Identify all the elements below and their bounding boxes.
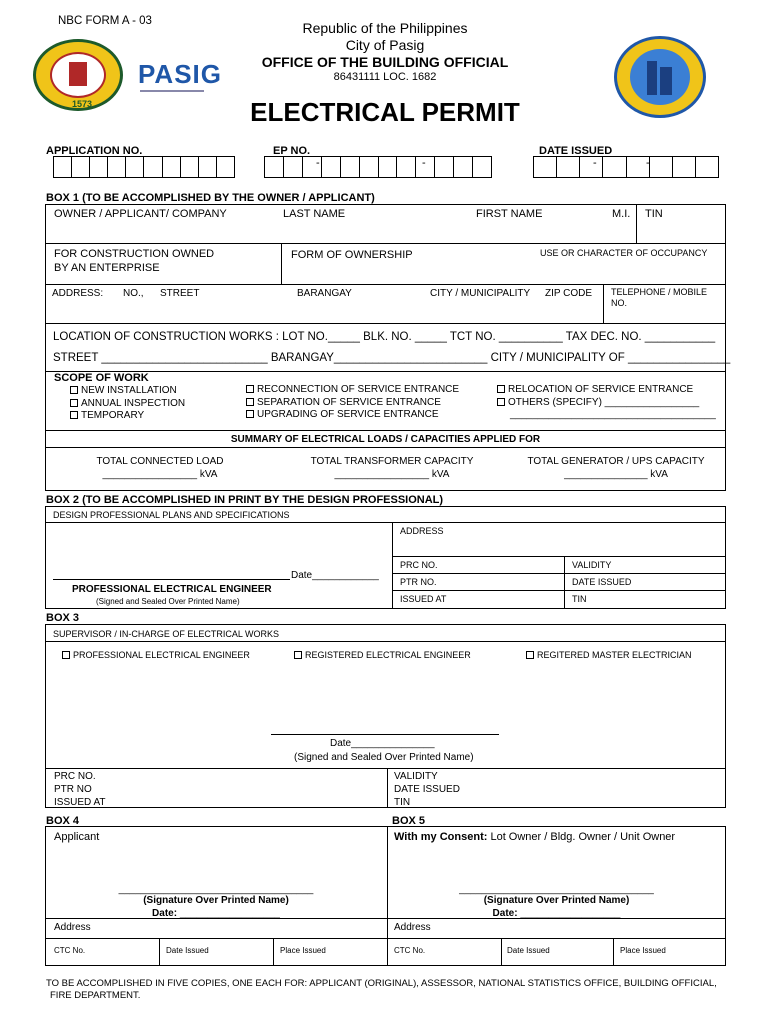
design-engineer-label: PROFESSIONAL ELECTRICAL ENGINEER bbox=[72, 584, 272, 595]
scope-title: SCOPE OF WORK bbox=[54, 372, 149, 384]
checkbox-icon bbox=[497, 398, 505, 406]
first-name-label: FIRST NAME bbox=[476, 208, 543, 220]
scope-separation[interactable]: SEPARATION OF SERVICE ENTRANCE bbox=[246, 397, 441, 408]
generator-field[interactable]: _______________ kVA bbox=[564, 469, 668, 480]
design-plans-label: DESIGN PROFESSIONAL PLANS AND SPECIFICATIONS bbox=[53, 510, 290, 520]
page-title: ELECTRICAL PERMIT bbox=[250, 97, 520, 127]
design-signed-label: (Signed and Sealed Over Printed Name) bbox=[96, 597, 240, 606]
applicant-date-field[interactable]: Date: __________________ bbox=[152, 908, 280, 919]
pasig-seal-logo: 1573 bbox=[33, 39, 123, 111]
checkbox-icon bbox=[246, 385, 254, 393]
checkbox-icon bbox=[70, 399, 78, 407]
box4-title: BOX 4 bbox=[46, 815, 80, 827]
building-official-seal bbox=[614, 36, 706, 118]
supervisor-signed-label: (Signed and Sealed Over Printed Name) bbox=[294, 752, 474, 763]
footer-note: TO BE ACCOMPLISHED IN FIVE COPIES, ONE EACH FOR: APPLICANT (ORIGINAL), ASSESSOR, NATIONAL STATISTICS OFFICE, BUILDING OFFICIAL, bbox=[46, 978, 717, 989]
checkbox-icon bbox=[497, 385, 505, 393]
last-name-label: LAST NAME bbox=[283, 208, 346, 220]
address-label: ADDRESS: bbox=[52, 288, 104, 299]
supervisor-option-registered-engineer[interactable]: REGISTERED ELECTRICAL ENGINEER bbox=[294, 650, 471, 660]
transformer-field[interactable]: _________________ kVA bbox=[334, 469, 450, 480]
summary-title: SUMMARY OF ELECTRICAL LOADS / CAPACITIES APPLIED FOR bbox=[230, 434, 541, 445]
location-line[interactable]: LOCATION OF CONSTRUCTION WORKS : LOT NO._____ BLK. NO. _____ TCT NO. __________ TAX DEC. NO. ___________ bbox=[53, 331, 716, 343]
supervisor-label: SUPERVISOR / IN-CHARGE OF ELECTRICAL WORKS bbox=[53, 629, 280, 639]
supervisor-date-field[interactable]: Date_______________ bbox=[330, 738, 435, 749]
application-no-field[interactable] bbox=[53, 156, 235, 178]
office-name: OFFICE OF THE BUILDING OFFICIAL bbox=[261, 54, 509, 70]
telephone-label: TELEPHONE / MOBILE bbox=[611, 287, 708, 297]
occupancy-label: USE OR CHARACTER OF OCCUPANCY bbox=[540, 248, 708, 258]
generator-label: TOTAL GENERATOR / UPS CAPACITY bbox=[527, 456, 705, 467]
owner-signature-line[interactable]: ___________________________________ bbox=[459, 884, 654, 895]
checkbox-icon bbox=[246, 410, 254, 418]
scope-reconnection[interactable]: RECONNECTION OF SERVICE ENTRANCE bbox=[246, 384, 459, 395]
scope-temporary[interactable]: TEMPORARY bbox=[70, 410, 144, 421]
construction-label: FOR CONSTRUCTION OWNED bbox=[54, 248, 215, 260]
date-issued-label: DATE ISSUED bbox=[539, 145, 613, 157]
connected-load-label: TOTAL CONNECTED LOAD bbox=[96, 456, 224, 467]
design-address-label: ADDRESS bbox=[400, 526, 444, 536]
office-phone: 86431111 LOC. 1682 bbox=[333, 71, 437, 83]
scope-new-installation[interactable]: NEW INSTALLATION bbox=[70, 385, 177, 396]
ep-no-field[interactable] bbox=[264, 156, 492, 178]
owner-date-field[interactable]: Date: __________________ bbox=[492, 908, 621, 919]
owner-tin-label: TIN bbox=[645, 208, 663, 220]
checkbox-icon bbox=[70, 386, 78, 394]
checkbox-icon bbox=[526, 651, 534, 659]
scope-others[interactable]: OTHERS (SPECIFY) _________________ bbox=[497, 397, 699, 408]
republic-line: Republic of the Philippines bbox=[302, 20, 468, 36]
box5-title: BOX 5 bbox=[392, 815, 426, 827]
checkbox-icon bbox=[62, 651, 70, 659]
scope-others-line[interactable]: _____________________________________ bbox=[510, 409, 716, 420]
box2-title: BOX 2 (TO BE ACCOMPLISHED IN PRINT BY THE DESIGN PROFESSIONAL) bbox=[46, 494, 444, 506]
applicant-label: Applicant bbox=[54, 831, 100, 843]
checkbox-icon bbox=[246, 398, 254, 406]
supervisor-option-professional[interactable]: PROFESSIONAL ELECTRICAL ENGINEER bbox=[62, 650, 250, 660]
street-line[interactable]: STREET __________________________ BARANGAY________________________ CITY / MUNICIPALITY OF ________________ bbox=[53, 352, 731, 364]
application-no-label: APPLICATION NO. bbox=[46, 145, 143, 157]
pasig-city-logo: PASIG bbox=[134, 44, 210, 104]
consent-label: With my Consent: Lot Owner / Bldg. Owner / Unit Owner bbox=[394, 831, 676, 843]
applicant-address-label: Address bbox=[54, 922, 91, 933]
box3-title: BOX 3 bbox=[46, 612, 80, 624]
scope-relocation[interactable]: RELOCATION OF SERVICE ENTRANCE bbox=[497, 384, 693, 395]
city-line: City of Pasig bbox=[345, 37, 425, 53]
ep-no-label: EP NO. bbox=[273, 145, 311, 157]
connected-load-field[interactable]: _________________ kVA bbox=[102, 469, 218, 480]
checkbox-icon bbox=[294, 651, 302, 659]
box1-title: BOX 1 (TO BE ACCOMPLISHED BY THE OWNER / APPLICANT) bbox=[46, 192, 375, 204]
supervisor-option-master-electrician[interactable]: REGITERED MASTER ELECTRICIAN bbox=[526, 650, 692, 660]
mi-label: M.I. bbox=[612, 208, 631, 220]
transformer-label: TOTAL TRANSFORMER CAPACITY bbox=[310, 456, 474, 467]
scope-annual-inspection[interactable]: ANNUAL INSPECTION bbox=[70, 398, 185, 409]
owner-address-label: Address bbox=[394, 922, 431, 933]
applicant-signature-line[interactable]: ___________________________________ bbox=[118, 884, 314, 895]
date-issued-field[interactable] bbox=[533, 156, 719, 178]
owner-label: OWNER / APPLICANT/ COMPANY bbox=[54, 208, 227, 220]
ownership-label: FORM OF OWNERSHIP bbox=[291, 249, 413, 261]
design-date-field[interactable]: Date____________ bbox=[291, 570, 379, 581]
scope-upgrading[interactable]: UPGRADING OF SERVICE ENTRANCE bbox=[246, 409, 439, 420]
form-number: NBC FORM A - 03 bbox=[58, 15, 152, 27]
checkbox-icon bbox=[70, 411, 78, 419]
